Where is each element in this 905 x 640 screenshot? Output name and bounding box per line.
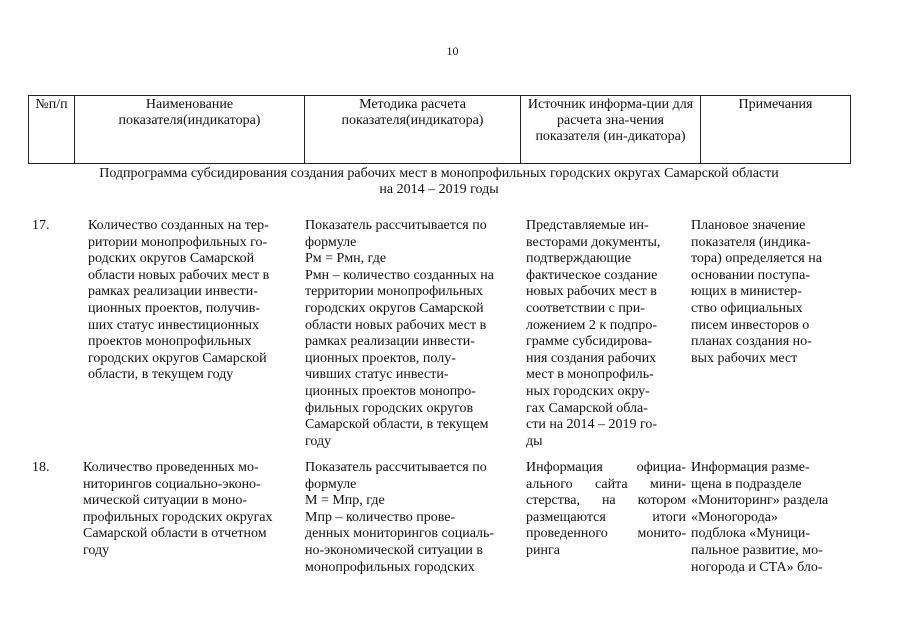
text-line: Информация официа-	[526, 460, 686, 475]
text-line: Методика расчета показателя	[341, 97, 466, 128]
text-line: проектов монопрофильных	[88, 334, 252, 350]
text-line: пальное развитие, мо-	[691, 542, 823, 558]
text-line: сти на 2014 – 2019 го-	[526, 417, 658, 433]
text-line: Мпр – количество прове-	[305, 509, 456, 525]
text-line: подблока «Муници-	[691, 526, 811, 542]
text-line: году	[83, 542, 110, 558]
text-line: соответствии с при-	[526, 300, 645, 316]
text-line: дикатора)	[627, 129, 686, 144]
text-line: ния создания рабочих	[526, 350, 657, 366]
text-line: формуле	[305, 476, 357, 492]
row-17-number: 17.	[32, 218, 50, 233]
text-line: Рмн – количество созданных на	[305, 267, 494, 283]
text-line: весторами документы,	[526, 234, 661, 250]
text-line: Показатель рассчитывается по	[305, 460, 487, 475]
text-line: но-экономической ситуации в	[305, 542, 483, 558]
text-line: планах создания но-	[691, 334, 812, 350]
text-line: №	[35, 97, 49, 112]
text-line: ложением 2 к подпро-	[526, 317, 658, 333]
text-line: Наименование показателя	[118, 97, 234, 128]
text-line: ство официальных	[691, 300, 803, 316]
text-line: ющих в министер-	[691, 284, 802, 300]
text-line: мест в монопрофиль-	[526, 367, 654, 383]
row-18-method	[305, 460, 494, 576]
text-line: чивших статус инвести-	[305, 367, 449, 383]
text-line: М = Мпр, где	[305, 493, 385, 509]
text-line: п/п	[48, 97, 68, 112]
text-line: фильных городских округов	[305, 400, 474, 416]
indicator-table-header	[28, 95, 851, 164]
text-line: Количество созданных на тер-	[88, 218, 269, 233]
text-line: Рм = Рмн, где	[305, 251, 387, 267]
header-col-method	[305, 96, 521, 164]
text-line: ниторингов социально-эконо-	[83, 476, 261, 492]
text-line: проведенного монито-	[526, 526, 686, 542]
text-line: «Моногорода»	[691, 509, 778, 525]
text-line: Информация разме-	[691, 460, 810, 475]
row-18-name	[83, 460, 273, 560]
text-line: «Мониторинг» раздела	[691, 493, 829, 509]
text-line: вых рабочих мест	[691, 350, 798, 366]
text-line: области новых рабочих мест в	[88, 267, 270, 283]
text-line: щена в подразделе	[691, 476, 802, 492]
text-line: родских округов Самарской	[88, 251, 255, 267]
text-line: области, в текущем году	[88, 367, 234, 383]
text-line: ции для расчета зна-	[557, 97, 694, 128]
text-line: Самарской области в отчетном	[83, 526, 267, 542]
text-line: чения показателя (ин-	[535, 113, 664, 144]
text-line: размещаются итоги	[526, 509, 686, 525]
header-col-number	[29, 96, 75, 164]
text-line: рамках реализации инвести-	[88, 284, 258, 300]
row-18-note	[691, 460, 828, 576]
text-line: профильных городских округах	[83, 509, 273, 525]
row-18-source	[526, 460, 686, 560]
text-line: показателя (индика-	[691, 234, 811, 250]
text-line: ального сайта мини-	[526, 476, 686, 492]
text-line: территории монопрофильных	[305, 284, 483, 300]
text-line: фактическое создание	[526, 267, 658, 283]
text-line: ционных проектов, получив-	[88, 300, 261, 316]
header-col-source	[521, 96, 701, 164]
text-line: Показатель рассчитывается по	[305, 218, 487, 233]
text-line: городских округов Самарской	[88, 350, 267, 366]
text-line: Примечания	[738, 97, 813, 112]
text-line: области новых рабочих мест в	[305, 317, 487, 333]
text-line: году	[305, 433, 332, 449]
text-line: грамме субсидирова-	[526, 334, 652, 350]
text-line: Самарской области, в текущем	[305, 417, 489, 433]
text-line: ногорода и СТА» бло-	[691, 559, 823, 575]
text-line: городских округов Самарской	[305, 300, 484, 316]
text-line: Плановое значение	[691, 218, 806, 233]
text-line: гах Самарской обла-	[526, 400, 648, 416]
text-line: формуле	[305, 234, 357, 250]
text-line: Источник информа-	[527, 97, 647, 112]
text-line: рамках реализации инвести-	[305, 334, 475, 350]
header-col-name	[75, 96, 305, 164]
text-line: писем инвесторов о	[691, 317, 810, 333]
text-line: Количество проведенных мо-	[83, 460, 259, 475]
text-line: (индикатора)	[182, 113, 261, 128]
text-line: стерства, на котором	[526, 493, 686, 509]
text-line: ционных проектов монопро-	[305, 383, 476, 399]
row-18-number: 18.	[32, 460, 50, 475]
row-17-name	[88, 218, 269, 384]
text-line: ших статус инвестиционных	[88, 317, 260, 333]
row-17-method	[305, 218, 494, 450]
text-line: новых рабочих мест в	[526, 284, 657, 300]
text-line: тора) определяется на	[691, 251, 822, 267]
text-line: ных городских окру-	[526, 383, 650, 399]
text-line: (индикатора)	[405, 113, 484, 128]
text-line: ционных проектов, полу-	[305, 350, 456, 366]
row-17-note	[691, 218, 822, 367]
text-line: ды	[526, 433, 543, 449]
text-line: подтверждающие	[526, 251, 632, 267]
text-line: денных мониторингов социаль-	[305, 526, 495, 542]
header-col-notes	[701, 96, 851, 164]
text-line: основании поступа-	[691, 267, 811, 283]
text-line: мической ситуации в моно-	[83, 493, 248, 509]
text-line: Представляемые ин-	[526, 218, 649, 233]
text-line: монопрофильных городских	[305, 559, 475, 575]
row-17-source	[526, 218, 660, 450]
page-number: 10	[446, 44, 459, 58]
text-line: ринга	[526, 542, 560, 558]
subprogram-title: Подпрограмма субсидирования создания рабочих мест в монопрофильных городских округах Самарской области на 2014 – 2019 годы	[99, 166, 779, 197]
text-line: ритории монопрофильных го-	[88, 234, 268, 250]
